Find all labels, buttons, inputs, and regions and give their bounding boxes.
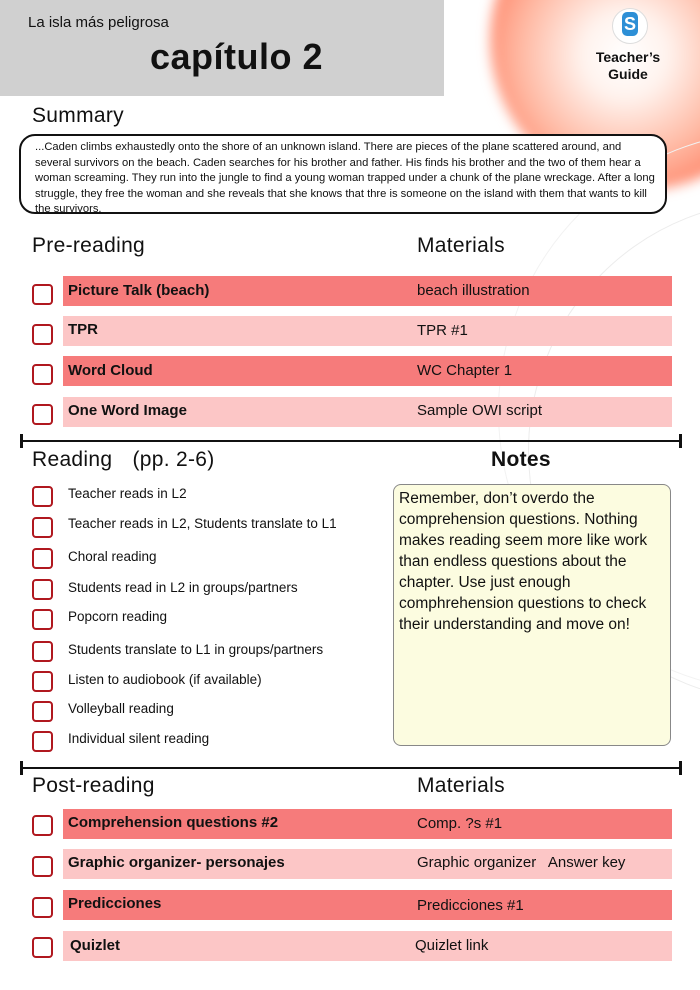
checkbox[interactable] — [32, 486, 53, 507]
summary-text: ...Caden climbs exhaustedly onto the shore of an unknown island. There are pieces of the plane scattered around, and several survivors on the beach. Caden searches for his brother and father. His finds his brother and the two of them hear a woman screaming. They run into the jungle to find a young woman trapped under a chunk of the plane wreckage. After a long struggle, they free the woman and she reveals that she knows that thre is someone on the island with them that wants to kill the survivors. — [35, 141, 655, 215]
post-reading-materials-heading: Materials — [417, 774, 505, 797]
guide-line2: Guide — [608, 66, 648, 82]
activity-bar — [63, 931, 672, 961]
material-label: TPR #1 — [417, 322, 468, 339]
divider-cap — [679, 434, 682, 448]
summary-heading: Summary — [32, 104, 124, 127]
material-label: WC Chapter 1 — [417, 362, 513, 379]
checkbox[interactable] — [32, 404, 53, 425]
checkbox[interactable] — [32, 284, 53, 305]
divider-cap — [679, 761, 682, 775]
notes-heading: Notes — [491, 448, 551, 471]
activity-bar — [63, 356, 672, 386]
reading-heading — [32, 448, 215, 472]
checkbox[interactable] — [32, 897, 53, 918]
material-label: Comp. ?s #1 — [417, 815, 503, 832]
reading-item: Volleyball reading — [68, 701, 174, 716]
checkbox[interactable] — [32, 324, 53, 345]
reading-item: Teacher reads in L2 — [68, 486, 187, 501]
notes-box — [393, 484, 671, 746]
activity-label: Graphic organizer- personajes — [68, 854, 285, 871]
reading-item: Students read in L2 in groups/partners — [68, 580, 298, 595]
pre-reading-heading: Pre-reading — [32, 234, 146, 257]
section-divider — [22, 440, 682, 442]
reading-item: Choral reading — [68, 549, 157, 564]
reading-pages: (pp. 2-6) — [132, 448, 215, 471]
reading-item: Students translate to L1 in groups/partners — [68, 642, 324, 657]
checkbox[interactable] — [32, 517, 53, 538]
section-divider — [22, 767, 682, 769]
checkbox[interactable] — [32, 609, 53, 630]
activity-label: One Word Image — [68, 402, 187, 419]
checkbox[interactable] — [32, 701, 53, 722]
notes-text: Remember, don’t overdo the comprehension questions. Nothing makes reading seem more like work than endless questions about the chapter. Use just enough comphrehension questions to check their understanding and move on! — [399, 490, 648, 633]
guide-line1: Teacher’s — [595, 49, 661, 65]
divider-cap — [20, 434, 23, 448]
activity-label: Predicciones — [68, 895, 162, 912]
checkbox[interactable] — [32, 815, 53, 836]
divider-cap — [20, 761, 23, 775]
material-label: beach illustration — [417, 282, 530, 299]
checkbox[interactable] — [32, 856, 53, 877]
activity-label: Comprehension questions #2 — [68, 814, 279, 831]
book-title: La isla más peligrosa — [28, 14, 169, 31]
activity-label: Word Cloud — [68, 362, 153, 379]
logo-icon — [612, 8, 648, 44]
checkbox[interactable] — [32, 579, 53, 600]
reading-item: Listen to audiobook (if available) — [68, 672, 262, 687]
logo-letter: S — [623, 14, 636, 34]
chapter-title: capítulo 2 — [150, 36, 324, 77]
checkbox[interactable] — [32, 731, 53, 752]
material-label: Quizlet link — [415, 937, 489, 954]
reading-title: Reading — [32, 448, 113, 471]
reading-item: Popcorn reading — [68, 609, 168, 624]
checkbox[interactable] — [32, 641, 53, 662]
post-reading-heading: Post-reading — [32, 774, 155, 797]
material-label: Predicciones #1 — [417, 897, 524, 914]
checkbox[interactable] — [32, 671, 53, 692]
checkbox[interactable] — [32, 937, 53, 958]
activity-label: TPR — [68, 321, 98, 338]
material-label: Sample OWI script — [417, 402, 543, 419]
activity-label: Quizlet — [70, 937, 121, 954]
material-label: Graphic organizer Answer key — [417, 854, 626, 871]
reading-item: Individual silent reading — [68, 731, 210, 746]
activity-label: Picture Talk (beach) — [68, 282, 210, 299]
activity-bar — [63, 316, 672, 346]
reading-item: Teacher reads in L2, Students translate to L1 — [68, 516, 337, 531]
teachers-guide-label — [584, 49, 672, 83]
pre-reading-materials-heading: Materials — [417, 234, 505, 257]
summary-box — [19, 134, 667, 214]
checkbox[interactable] — [32, 364, 53, 385]
checkbox[interactable] — [32, 548, 53, 569]
